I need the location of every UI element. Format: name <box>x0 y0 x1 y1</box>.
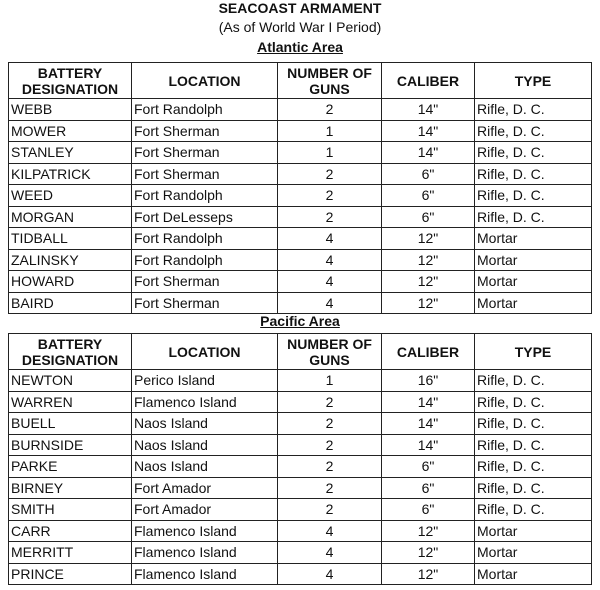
document-title: SEACOAST ARMAMENT <box>218 0 382 16</box>
table-row <box>9 456 592 478</box>
cell-battery-designation: STANLEY <box>9 142 132 164</box>
table-row <box>9 434 592 456</box>
table-row <box>9 249 592 271</box>
table-row <box>9 391 592 413</box>
cell-location: Fort Sherman <box>132 120 278 142</box>
cell-type: Mortar <box>475 542 592 564</box>
cell-number-of-guns: 2 <box>278 456 382 478</box>
cell-number-of-guns: 4 <box>278 520 382 542</box>
table-row <box>9 477 592 499</box>
cell-battery-designation: CARR <box>9 520 132 542</box>
cell-battery-designation: TIDBALL <box>9 228 132 250</box>
cell-caliber: 12" <box>382 228 475 250</box>
cell-number-of-guns: 2 <box>278 499 382 521</box>
cell-caliber: 14" <box>382 142 475 164</box>
cell-location: Fort Sherman <box>132 271 278 293</box>
cell-battery-designation: NEWTON <box>9 370 132 392</box>
column-header-location: LOCATION <box>132 63 278 99</box>
cell-caliber: 12" <box>382 563 475 585</box>
cell-type: Rifle, D. C. <box>475 413 592 435</box>
cell-number-of-guns: 2 <box>278 163 382 185</box>
cell-number-of-guns: 4 <box>278 542 382 564</box>
cell-battery-designation: MOWER <box>9 120 132 142</box>
column-header-caliber: CALIBER <box>382 63 475 99</box>
cell-caliber: 12" <box>382 542 475 564</box>
cell-number-of-guns: 2 <box>278 434 382 456</box>
cell-caliber: 6" <box>382 456 475 478</box>
cell-caliber: 12" <box>382 249 475 271</box>
cell-caliber: 6" <box>382 477 475 499</box>
cell-battery-designation: KILPATRICK <box>9 163 132 185</box>
cell-number-of-guns: 4 <box>278 563 382 585</box>
cell-caliber: 14" <box>382 413 475 435</box>
cell-caliber: 12" <box>382 520 475 542</box>
cell-battery-designation: MORGAN <box>9 206 132 228</box>
pacific-area-heading: Pacific Area <box>260 313 340 329</box>
cell-location: Fort Randolph <box>132 249 278 271</box>
cell-number-of-guns: 4 <box>278 292 382 314</box>
cell-caliber: 12" <box>382 271 475 293</box>
header-row <box>9 334 592 370</box>
cell-number-of-guns: 1 <box>278 370 382 392</box>
table-row <box>9 206 592 228</box>
cell-battery-designation: BAIRD <box>9 292 132 314</box>
cell-type: Mortar <box>475 249 592 271</box>
cell-type: Rifle, D. C. <box>475 206 592 228</box>
cell-type: Rifle, D. C. <box>475 163 592 185</box>
cell-location: Fort Randolph <box>132 99 278 121</box>
cell-type: Rifle, D. C. <box>475 99 592 121</box>
cell-type: Rifle, D. C. <box>475 477 592 499</box>
cell-battery-designation: BUELL <box>9 413 132 435</box>
cell-caliber: 14" <box>382 120 475 142</box>
cell-battery-designation: BURNSIDE <box>9 434 132 456</box>
cell-type: Mortar <box>475 228 592 250</box>
cell-battery-designation: WARREN <box>9 391 132 413</box>
cell-location: Flamenco Island <box>132 520 278 542</box>
cell-battery-designation: PRINCE <box>9 563 132 585</box>
cell-battery-designation: SMITH <box>9 499 132 521</box>
cell-caliber: 6" <box>382 163 475 185</box>
cell-location: Fort Sherman <box>132 163 278 185</box>
cell-location: Flamenco Island <box>132 563 278 585</box>
column-header-type: TYPE <box>475 334 592 370</box>
cell-number-of-guns: 4 <box>278 228 382 250</box>
cell-battery-designation: PARKE <box>9 456 132 478</box>
cell-type: Rifle, D. C. <box>475 185 592 207</box>
cell-location: Fort Amador <box>132 499 278 521</box>
cell-number-of-guns: 2 <box>278 99 382 121</box>
cell-type: Rifle, D. C. <box>475 391 592 413</box>
table-row <box>9 499 592 521</box>
cell-battery-designation: ZALINSKY <box>9 249 132 271</box>
cell-caliber: 6" <box>382 185 475 207</box>
table-row <box>9 413 592 435</box>
cell-location: Flamenco Island <box>132 542 278 564</box>
table-row <box>9 185 592 207</box>
cell-battery-designation: MERRITT <box>9 542 132 564</box>
cell-location: Naos Island <box>132 434 278 456</box>
cell-caliber: 14" <box>382 434 475 456</box>
cell-number-of-guns: 1 <box>278 142 382 164</box>
table-row <box>9 99 592 121</box>
atlantic-area-heading: Atlantic Area <box>257 39 343 55</box>
cell-type: Mortar <box>475 520 592 542</box>
table-row <box>9 120 592 142</box>
table-row <box>9 163 592 185</box>
header-row <box>9 63 592 99</box>
column-header-location: LOCATION <box>132 334 278 370</box>
cell-type: Rifle, D. C. <box>475 142 592 164</box>
table-row <box>9 292 592 314</box>
cell-number-of-guns: 4 <box>278 271 382 293</box>
cell-type: Mortar <box>475 271 592 293</box>
cell-battery-designation: WEED <box>9 185 132 207</box>
table-row <box>9 271 592 293</box>
table-row <box>9 520 592 542</box>
cell-caliber: 16" <box>382 370 475 392</box>
column-header-number-of-guns: NUMBER OF GUNS <box>278 63 382 99</box>
column-header-battery-designation: BATTERY DESIGNATION <box>9 334 132 370</box>
cell-number-of-guns: 2 <box>278 185 382 207</box>
cell-location: Fort Amador <box>132 477 278 499</box>
cell-type: Mortar <box>475 563 592 585</box>
cell-number-of-guns: 2 <box>278 477 382 499</box>
cell-caliber: 14" <box>382 391 475 413</box>
cell-location: Naos Island <box>132 456 278 478</box>
cell-location: Flamenco Island <box>132 391 278 413</box>
table-row <box>9 228 592 250</box>
cell-type: Rifle, D. C. <box>475 120 592 142</box>
column-header-battery-designation: BATTERY DESIGNATION <box>9 63 132 99</box>
table-row <box>9 370 592 392</box>
cell-location: Naos Island <box>132 413 278 435</box>
cell-location: Fort Sherman <box>132 142 278 164</box>
cell-number-of-guns: 2 <box>278 413 382 435</box>
document-subtitle: (As of World War I Period) <box>218 19 382 35</box>
cell-battery-designation: BIRNEY <box>9 477 132 499</box>
cell-type: Rifle, D. C. <box>475 456 592 478</box>
cell-location: Perico Island <box>132 370 278 392</box>
cell-caliber: 12" <box>382 292 475 314</box>
cell-type: Mortar <box>475 292 592 314</box>
cell-caliber: 6" <box>382 499 475 521</box>
cell-location: Fort Randolph <box>132 185 278 207</box>
pacific-armament-table <box>8 333 592 585</box>
cell-number-of-guns: 1 <box>278 120 382 142</box>
cell-type: Rifle, D. C. <box>475 434 592 456</box>
cell-location: Fort DeLesseps <box>132 206 278 228</box>
table-row <box>9 563 592 585</box>
cell-number-of-guns: 2 <box>278 206 382 228</box>
cell-location: Fort Randolph <box>132 228 278 250</box>
table-row <box>9 542 592 564</box>
column-header-number-of-guns: NUMBER OF GUNS <box>278 334 382 370</box>
cell-type: Rifle, D. C. <box>475 370 592 392</box>
column-header-type: TYPE <box>475 63 592 99</box>
cell-caliber: 6" <box>382 206 475 228</box>
atlantic-armament-table <box>8 62 592 314</box>
table-row <box>9 142 592 164</box>
cell-battery-designation: WEBB <box>9 99 132 121</box>
cell-caliber: 14" <box>382 99 475 121</box>
cell-battery-designation: HOWARD <box>9 271 132 293</box>
cell-type: Rifle, D. C. <box>475 499 592 521</box>
column-header-caliber: CALIBER <box>382 334 475 370</box>
cell-number-of-guns: 4 <box>278 249 382 271</box>
cell-location: Fort Sherman <box>132 292 278 314</box>
cell-number-of-guns: 2 <box>278 391 382 413</box>
